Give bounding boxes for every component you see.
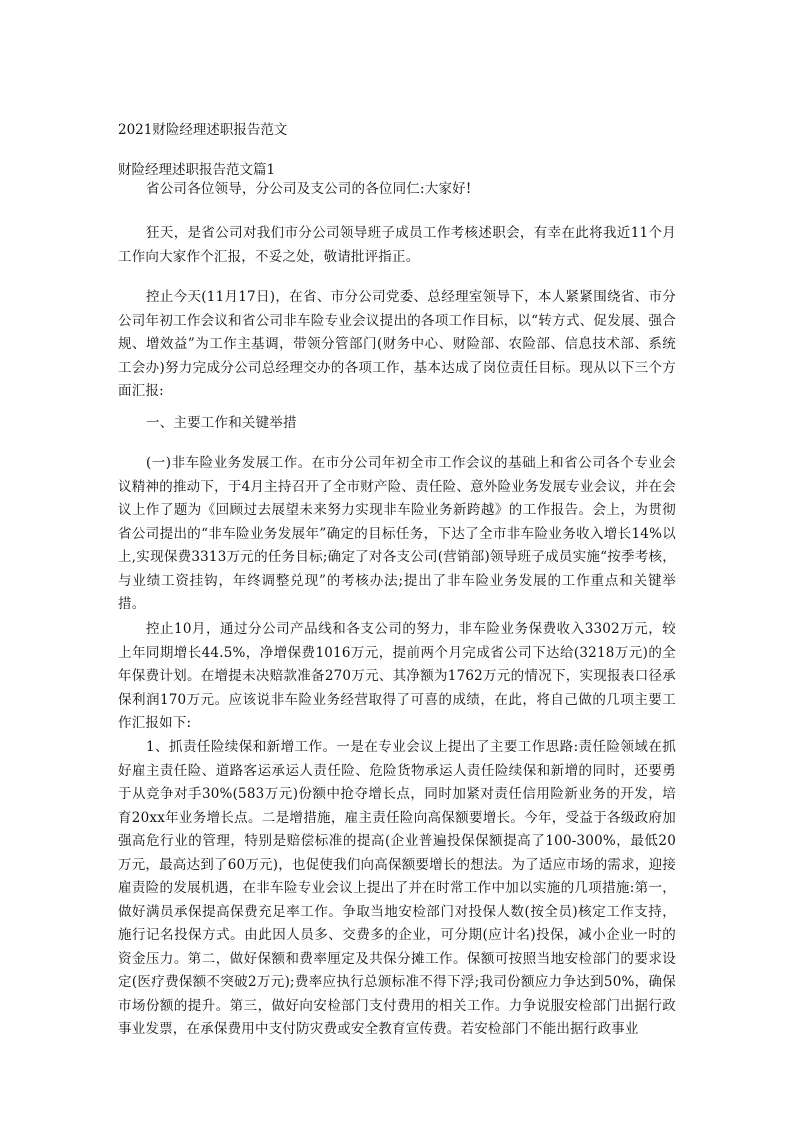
paragraph-liability-insurance: 1、抓责任险续保和新增工作。一是在专业会议上提出了主要工作思路:责任险领域在抓好雇主责任险、道路客运承运人责任险、危险货物承运人责任险续保和新增的同时，还要勇于从竞争对手30%(583万元)份额中抢夺增长点，同时加紧对责任信用险新业务的开发，培育20xx年业务增长点。二是增措施，雇主责任险向高保额要增长。今年，受益于各级政府加强高危行业的管理，特别是赔偿标准的提高(企业普遍投保保额提高了100-300%，最低20万元，最高达到了60万元)，也促使我们向高保额要增长的想法。为了适应市场的需求，迎接雇责险的发展机遇，在非车险专业会议上提出了并在时常工作中加以实施的几项措施:第一，做好满员承保提高保费充足率工作。争取当地安检部门对投保人数(按全员)核定工作支持，施行记名投保方式。由此因人员多、交费多的企业，可分期(应计名)投保，减小企业一时的资金压力。第二，做好保额和费率厘定及共保分摊工作。保额可按照当地安检部门的要求设定(医疗费保额不突破2万元);费率应执行总颁标准不得下浮;我司份额应力争达到50%，确保市场份额的提升。第三，做好向安检部门支付费用的相关工作。力争说服安检部门出据行政事业发票，在承保费用中支付防灾费或安全教育宣传费。若安检部门不能出据行政事业 [118, 739, 676, 1037]
section-heading: 一、主要工作和关键举措 [146, 415, 297, 431]
document-title: 2021财险经理述职报告范文 [118, 122, 288, 138]
paragraph-results: 控止10月，通过分公司产品线和各支公司的努力，非车险业务保费收入3302万元，较上年同期增长44.5%，净增保费1016万元，提前两个月完成省公司下达给(3218万元)的全年保费计划。在增提未决赔款准备270万元、其净额为1762万元的情况下，实现报表口径承保利润170万元。应该说非车险业务经营取得了可喜的成绩，在此，将自己做的几项主要工作汇报如下: [118, 621, 676, 731]
paragraph-greeting: 省公司各位领导，分公司及支公司的各位同仁:大家好! [146, 181, 472, 197]
paragraph-intro: 狂天，是省公司对我们市分公司领导班子成员工作考核述职会，有幸在此将我近11个月工作向大家作个汇报，不妥之处，敬请批评指正。 [118, 225, 676, 265]
document-subtitle: 财险经理述职报告范文篇1 [118, 162, 276, 178]
paragraph-non-auto-insurance: (一)非车险业务发展工作。在市分公司年初全市工作会议的基础上和省公司各个专业会议精神的推动下，于4月主持召开了全市财产险、责任险、意外险业务发展专业会议，并在会议上作了题为《回顾过去展望未来努力实现非车险业务新跨越》的工作报告。会上，为贯彻省公司提出的“非车险业务发展年”确定的目标任务，下达了全市非车险业务收入增长14%以上,实现保费3313万元的任务目标;确定了对各支公司(营销部)领导班子成员实施“按季考核，与业绩工资挂钩，年终调整兑现”的考核办法;提出了非车险业务发展的工作重点和关键举措。 [118, 455, 676, 612]
paragraph-overview: 控止今天(11月17日)，在省、市分公司党委、总经理室领导下，本人紧紧围绕省、市分公司年初工作会议和省公司非车险专业会议提出的各项工作目标，以“转方式、促发展、强合规、增效益”为工作主基调，带领分管部门(财务中心、财险部、农险部、信息技术部、系统工会办)努力完成分公司总经理交办的各项工作，基本达成了岗位责任目标。现从以下三个方面汇报: [118, 289, 676, 399]
